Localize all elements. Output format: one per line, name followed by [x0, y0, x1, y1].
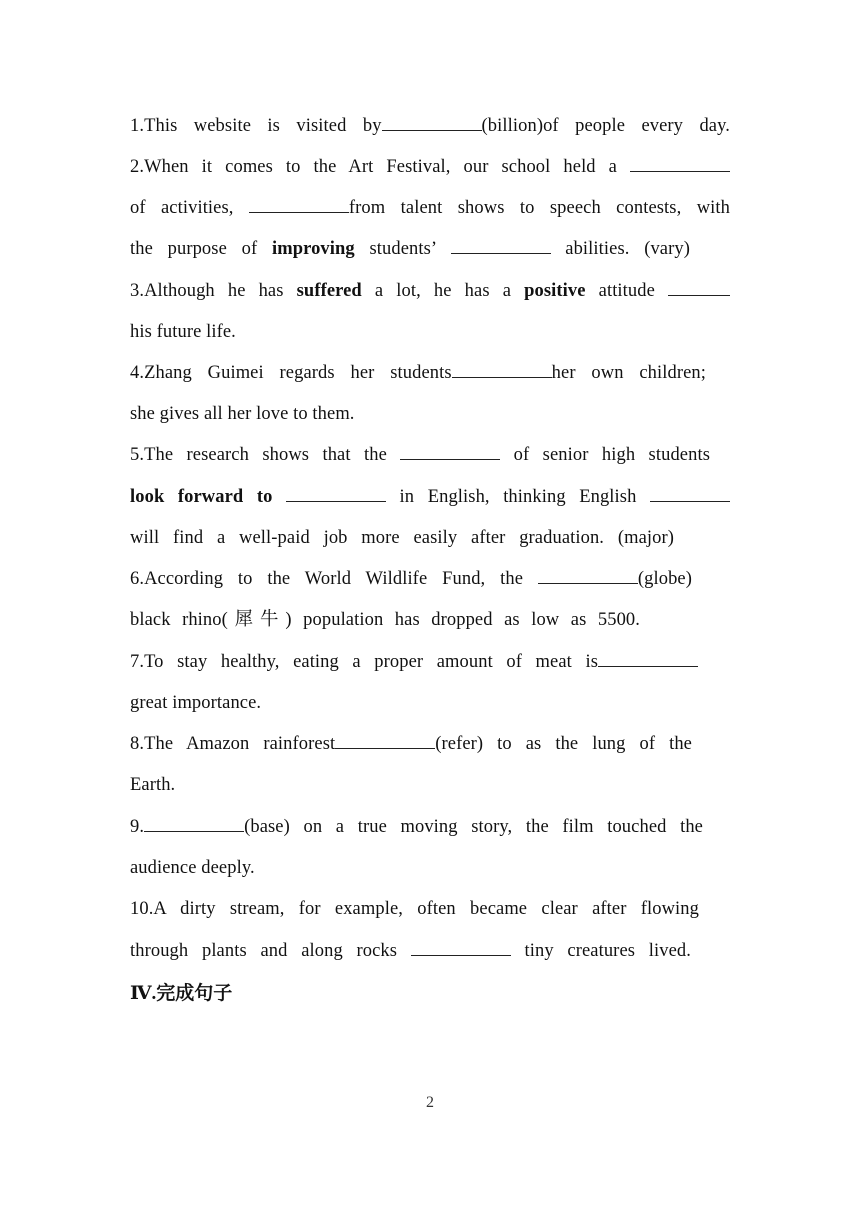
question-2-line-2: of activities, from talent shows to speech contests, with	[130, 198, 730, 218]
section-heading: Ⅳ.完成句子	[130, 983, 233, 1004]
answer-blank[interactable]	[668, 279, 730, 296]
answer-blank[interactable]	[286, 485, 386, 502]
page-number: 2	[426, 1094, 434, 1111]
answer-blank[interactable]	[411, 939, 511, 956]
answer-blank[interactable]	[538, 567, 638, 584]
question-6-line-1: 6.According to the World Wildlife Fund, the (globe)	[130, 569, 692, 589]
answer-blank[interactable]	[144, 815, 244, 832]
answer-blank[interactable]	[400, 443, 500, 460]
question-5-line-1: 5.The research shows that the of senior high students	[130, 445, 710, 465]
question-7-line-1: 7.To stay healthy, eating a proper amount of meat is	[130, 650, 698, 674]
answer-blank[interactable]	[335, 732, 435, 749]
question-10-line-1: 10.A dirty stream, for example, often became clear after flowing	[130, 899, 699, 919]
question-10-line-2: through plants and along rocks tiny creatures lived.	[130, 941, 691, 961]
question-5-line-2: look forward to in English, thinking English	[130, 485, 730, 509]
question-8-line-2: Earth.	[130, 775, 176, 795]
question-3-line-1: 3.Although he has suffered a lot, he has a positive attitude	[130, 279, 730, 303]
question-7-line-2: great importance.	[130, 693, 262, 713]
answer-blank[interactable]	[598, 650, 698, 667]
answer-blank[interactable]	[249, 196, 349, 213]
answer-blank[interactable]	[452, 361, 552, 378]
question-5-line-3: will find a well-paid job more easily after graduation. (major)	[130, 528, 674, 548]
question-1-line: 1.This website is visited by (billion)of people every day.	[130, 116, 730, 136]
question-4-line-1: 4.Zhang Guimei regards her students her own children;	[130, 363, 706, 383]
answer-blank[interactable]	[382, 114, 482, 131]
answer-blank[interactable]	[451, 237, 551, 254]
question-2-line-1: 2.When it comes to the Art Festival, our school held a	[130, 155, 730, 179]
question-2-line-3: the purpose of improving students’ abilities. (vary)	[130, 239, 690, 259]
question-8-line-1: 8.The Amazon rainforest (refer) to as the lung of the	[130, 734, 692, 754]
answer-blank[interactable]	[650, 485, 730, 502]
question-9-line-1: 9. (base) on a true moving story, the film touched the	[130, 817, 703, 837]
question-6-line-2: black rhino(犀牛) population has dropped as low as 5500.	[130, 610, 640, 630]
question-4-line-2: she gives all her love to them.	[130, 404, 355, 424]
question-9-line-2: audience deeply.	[130, 858, 255, 878]
question-3-line-2: his future life.	[130, 322, 236, 342]
answer-blank[interactable]	[630, 155, 730, 172]
